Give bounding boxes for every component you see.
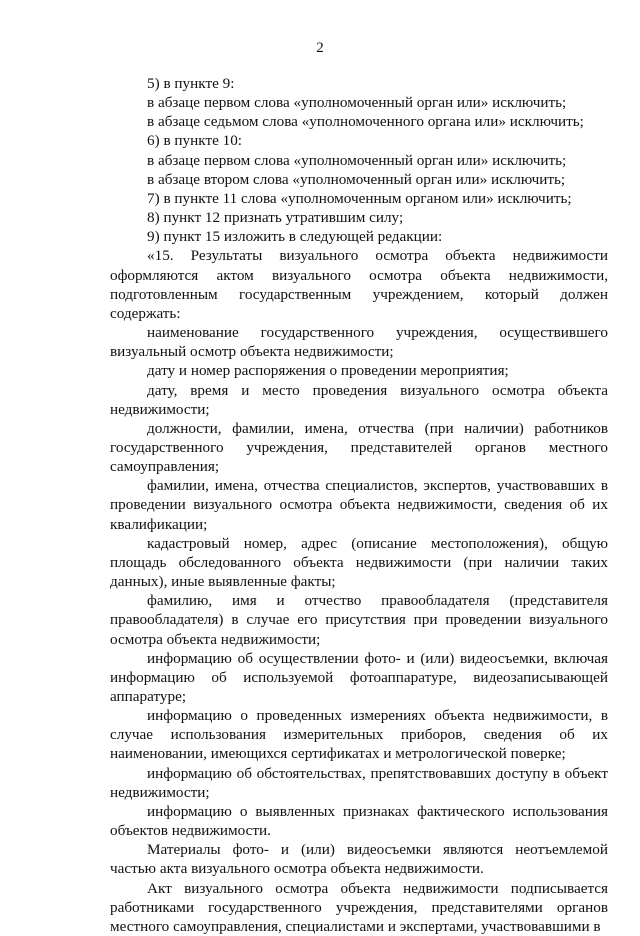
paragraph: в абзаце первом слова «уполномоченный орган или» исключить; (147, 94, 567, 112)
paragraph: наименование государственного учреждения, осуществившего визуальный осмотр объекта недвижимости; (110, 324, 608, 361)
paragraph: Акт визуального осмотра объекта недвижимости подписывается работниками государственного учреждения, представителями органов местного самоуправления, специалистами и экспертами, участвовавшими в (110, 879, 608, 935)
paragraph: Материалы фото- и (или) видеосъемки являются неотъемлемой частью акта визуального осмотра объекта недвижимости. (110, 841, 608, 878)
paragraph: информацию об осуществлении фото- и (или) видеосъемки, включая информацию об используемой фотоаппаратуре, видеозаписывающей аппаратуре; (110, 649, 608, 705)
paragraph: 8) пункт 12 признать утратившим силу; (147, 209, 404, 227)
paragraph: должности, фамилии, имена, отчества (при наличии) работников государственного учреждения, представителей органов местного самоуправления; (110, 419, 608, 476)
paragraph: фамилии, имена, отчества специалистов, экспертов, участвовавших в проведении визуального осмотра объекта недвижимости, сведения об их квалификации; (110, 477, 608, 533)
paragraph: в абзаце втором слова «уполномоченный орган или» исключить; (147, 170, 566, 188)
paragraph: 5) в пункте 9: (147, 75, 235, 92)
paragraph: дату, время и место проведения визуального осмотра объекта недвижимости; (110, 381, 608, 418)
paragraph: информацию о выявленных признаках фактического использования объектов недвижимости. (110, 802, 608, 840)
paragraph: «15. Результаты визуального осмотра объекта недвижимости оформляются актом визуального осмотра объекта недвижимости, подготовленным государственным учреждением, который должен содержать: (110, 247, 608, 322)
paragraph: кадастровый номер, адрес (описание местоположения), общую площадь обследованного объекта недвижимости (при наличии таких данных), иные выявленные факты; (110, 534, 608, 591)
paragraph: информацию об обстоятельствах, препятствовавших доступу в объект недвижимости; (110, 764, 608, 801)
document-body (110, 74, 608, 936)
paragraph: фамилию, имя и отчество правообладателя (представителя правообладателя) в случае его присутствия при проведении визуального осмотра объекта недвижимости; (110, 592, 608, 648)
paragraph: дату и номер распоряжения о проведении мероприятия; (147, 362, 509, 380)
paragraph: в абзаце седьмом слова «уполномоченного органа или» исключить; (147, 113, 584, 131)
paragraph: 7) в пункте 11 слова «уполномоченным органом или» исключить; (147, 189, 572, 207)
paragraph: в абзаце первом слова «уполномоченный орган или» исключить; (147, 151, 567, 169)
paragraph: 9) пункт 15 изложить в следующей редакции: (147, 228, 443, 246)
paragraph: информацию о проведенных измерениях объекта недвижимости, в случае использования измерительных приборов, сведения об их наименовании, имеющихся сертификатах и метрологической поверке; (110, 707, 608, 763)
page-number: 2 (316, 40, 324, 56)
paragraph: 6) в пункте 10: (147, 132, 243, 150)
